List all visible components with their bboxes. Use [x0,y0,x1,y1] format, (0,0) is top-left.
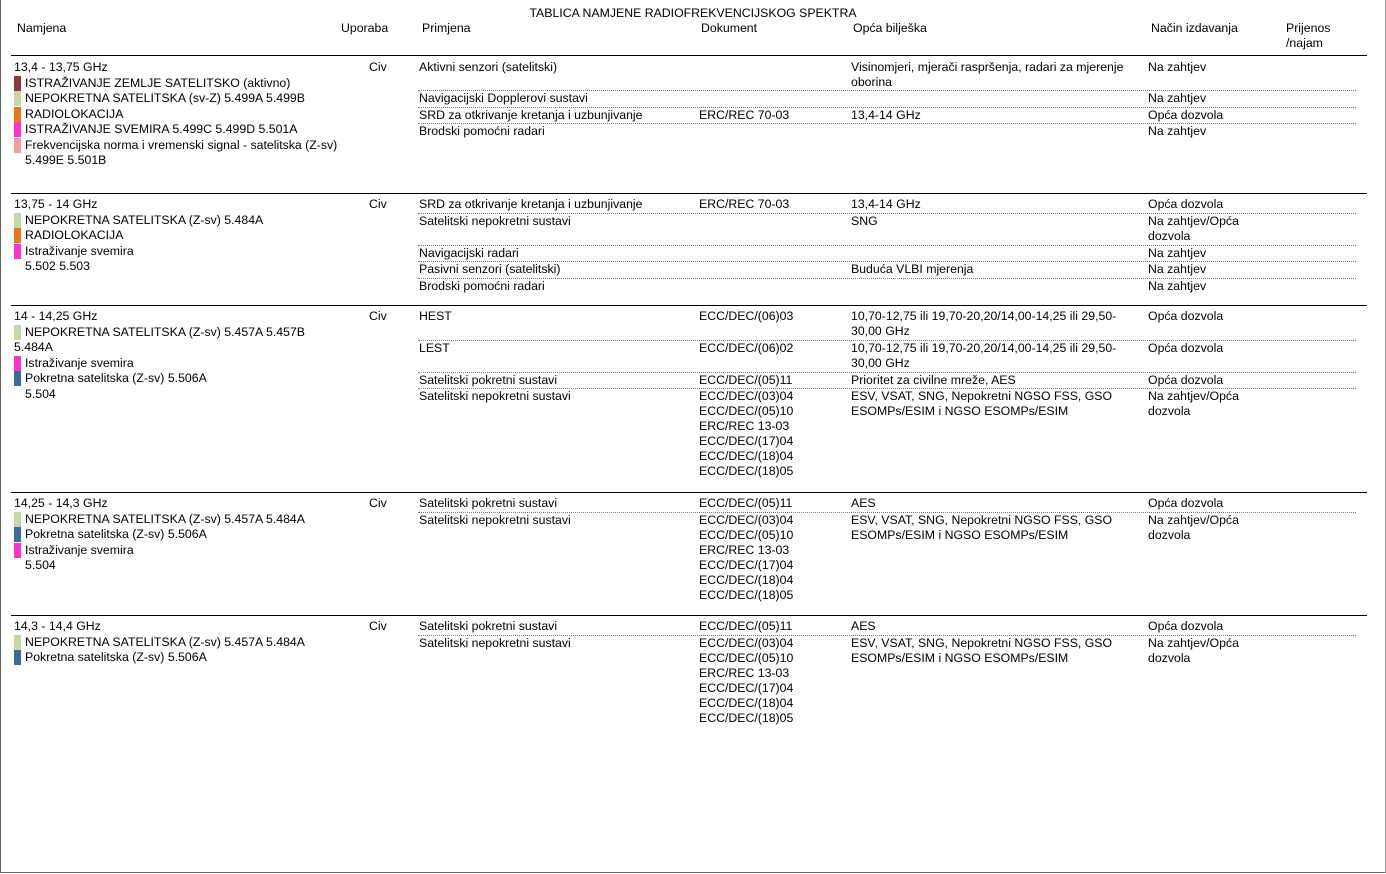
dokument-cell: ERC/REC 70-03 [699,108,790,122]
color-swatch [14,543,21,558]
service-allocation [14,325,344,356]
service-label: Istraživanje svemira [25,542,134,557]
primjena-cell: Pasivni senzori (satelitski) [419,262,561,276]
header-rule [11,55,1367,56]
band-footnotes: 5.504 [25,558,56,572]
primjena-cell: Brodski pomoćni radari [419,124,545,138]
service-allocation [14,635,344,651]
service-label: Istraživanje svemira [25,243,134,258]
color-swatch [14,325,21,340]
primjena-cell: Satelitski nepokretni sustavi [419,214,571,228]
service-allocation [14,650,344,666]
primjena-cell: Aktivni senzori (satelitski) [419,60,558,74]
biljeska-cell: ESV, VSAT, SNG, Nepokretni NGSO FSS, GSO ESOMPs/ESIM i NGSO ESOMPs/ESIM [851,636,1113,665]
service-label: Pokretna satelitska (Z-sv) 5.506A [25,527,207,541]
nacin-cell: Opća dozvola [1148,496,1224,510]
uporaba-cell: Civ [369,197,387,211]
primjena-cell: HEST [419,309,452,323]
header-primjena: Primjena [422,21,471,35]
table-row [418,373,1356,389]
color-swatch [14,213,21,228]
primjena-cell: Satelitski nepokretni sustavi [419,389,571,403]
table-row [418,496,1356,513]
color-swatch [14,76,21,91]
nacin-cell: Na zahtjev [1148,91,1207,105]
nacin-cell: Opća dozvola [1148,341,1224,355]
nacin-cell: Opća dozvola [1148,197,1224,211]
color-swatch [14,512,21,527]
band-footnotes: 5.499E 5.501B [25,153,107,167]
dokument-cell: ERC/REC 70-03 [699,197,790,211]
service-label: NEPOKRETNA SATELITSKA (Z-sv) 5.457A 5.484A [25,511,305,526]
table-row [418,214,1356,246]
table-row [418,262,1356,279]
nacin-cell: Na zahtjev [1148,60,1207,74]
primjena-cell: Satelitski pokretni sustavi [419,619,558,633]
service-label: RADIOLOKACIJA [25,228,124,242]
nacin-cell: Na zahtjev [1148,246,1207,260]
nacin-cell: Na zahtjev/Opća dozvola [1148,513,1239,542]
service-allocation [14,543,344,559]
service-label: NEPOKRETNA SATELITSKA (Z-sv) 5.457A 5.484A [25,634,305,649]
service-allocation [14,122,344,138]
service-allocation [14,107,344,123]
document-title: TABLICA NAMJENE RADIOFREKVENCIJSKOG SPEKTRA [529,6,857,20]
table-row [418,108,1356,124]
biljeska-cell: 13,4-14 GHz [851,197,921,211]
table-row [418,309,1356,341]
primjena-cell: Satelitski pokretni sustavi [419,373,558,387]
dokument-cell: ECC/DEC/(03)04 ECC/DEC/(05)10 ERC/REC 13-03 ECC/DEC/(17)04 ECC/DEC/(18)04 ECC/DEC/(18)05 [699,513,794,602]
table-row [418,513,1356,602]
dokument-cell: ECC/DEC/(05)11 [699,496,793,510]
biljeska-cell: AES [851,619,876,633]
primjena-cell: LEST [419,341,450,355]
section-rule [11,305,1367,306]
color-swatch [14,527,21,542]
biljeska-cell: ESV, VSAT, SNG, Nepokretni NGSO FSS, GSO ESOMPs/ESIM i NGSO ESOMPs/ESIM [851,389,1113,418]
table-row [418,124,1356,138]
service-allocation [14,76,344,92]
section-rule [11,615,1367,616]
color-swatch [14,371,21,386]
band-range: 14 - 14,25 GHz [14,309,98,323]
primjena-cell: Satelitski pokretni sustavi [419,496,558,510]
color-swatch [14,356,21,371]
table-row [418,619,1356,636]
nacin-cell: Opća dozvola [1148,309,1224,323]
table-row [418,246,1356,262]
band-footnotes: 5.502 5.503 [25,259,90,273]
band-cell [14,309,344,402]
nacin-cell: Na zahtjev [1148,279,1207,293]
service-label: ISTRAŽIVANJE SVEMIRA 5.499C 5.499D 5.501A [25,122,298,136]
dokument-cell: ECC/DEC/(06)02 [699,341,794,355]
service-label: Frekvencijska norma i vremenski signal - satelitska (Z-sv) [25,137,338,152]
band-footnotes: 5.504 [25,386,56,401]
service-label: Istraživanje svemira [25,355,134,370]
primjena-cell: SRD za otkrivanje kretanja i uzbunjivanje [419,108,643,122]
band-range: 13,75 - 14 GHz [14,197,98,211]
band-cell [14,60,344,169]
band-cell [14,496,344,574]
band-cell [14,197,344,275]
service-label: NEPOKRETNA SATELITSKA (Z-sv) 5.484A [25,212,264,227]
table-row [418,279,1356,293]
biljeska-cell: ESV, VSAT, SNG, Nepokretni NGSO FSS, GSO ESOMPs/ESIM i NGSO ESOMPs/ESIM [851,513,1113,542]
nacin-cell: Opća dozvola [1148,619,1224,633]
section-rule [11,492,1367,493]
dokument-cell: ECC/DEC/(03)04 ECC/DEC/(05)10 ERC/REC 13-03 ECC/DEC/(17)04 ECC/DEC/(18)04 ECC/DEC/(18)05 [699,389,794,478]
primjena-cell: Satelitski nepokretni sustavi [419,636,571,650]
table-row [418,341,1356,373]
service-label: NEPOKRETNA SATELITSKA (Z-sv) 5.457A 5.457B 5.484A [14,324,305,354]
header-biljeska: Opća bilješka [853,21,927,35]
table-row [418,636,1356,725]
header-dokument: Dokument [701,21,758,35]
primjena-cell: Navigacijski radari [419,246,519,260]
nacin-cell: Na zahtjev/Opća dozvola [1148,389,1239,418]
service-allocation [14,371,344,387]
primjena-cell: Satelitski nepokretni sustavi [419,513,571,527]
dokument-cell: ECC/DEC/(06)03 [699,309,794,323]
table-row [418,91,1356,108]
biljeska-cell: 13,4-14 GHz [851,108,921,122]
color-swatch [14,228,21,243]
service-allocation [14,527,344,543]
uporaba-cell: Civ [369,309,387,323]
service-label: Pokretna satelitska (Z-sv) 5.506A [25,371,207,385]
primjena-cell: Brodski pomoćni radari [419,279,545,293]
color-swatch [14,244,21,259]
service-label: NEPOKRETNA SATELITSKA (sv-Z) 5.499A 5.499B [25,91,305,105]
band-range: 14,3 - 14,4 GHz [14,619,101,633]
header-prijenos-line1: Prijenos [1286,21,1331,35]
service-allocation [14,244,344,260]
header-namjena: Namjena [17,21,67,35]
service-label: ISTRAŽIVANJE ZEMLJE SATELITSKO (aktivno) [25,75,291,90]
nacin-cell: Na zahtjev/Opća dozvola [1148,636,1239,665]
biljeska-cell: AES [851,496,876,510]
service-label: Pokretna satelitska (Z-sv) 5.506A [25,650,207,664]
dokument-cell: ECC/DEC/(03)04 ECC/DEC/(05)10 ERC/REC 13-03 ECC/DEC/(17)04 ECC/DEC/(18)04 ECC/DEC/(18)05 [699,636,794,725]
nacin-cell: Opća dozvola [1148,108,1224,122]
nacin-cell: Na zahtjev [1148,262,1207,276]
band-range: 13,4 - 13,75 GHz [14,60,108,74]
uporaba-cell: Civ [369,619,387,633]
color-swatch [14,138,21,153]
service-allocation [14,138,344,154]
band-range: 14,25 - 14,3 GHz [14,496,108,510]
biljeska-cell: 10,70-12,75 ili 19,70-20,20/14,00-14,25 ili 29,50-30,00 GHz [851,309,1117,338]
color-swatch [14,91,21,106]
table-row [418,389,1356,478]
primjena-cell: SRD za otkrivanje kretanja i uzbunjivanje [419,197,643,211]
color-swatch [14,650,21,665]
header-uporaba: Uporaba [341,21,389,35]
nacin-cell: Na zahtjev/Opća dozvola [1148,214,1239,243]
color-swatch [14,635,21,650]
biljeska-cell: 10,70-12,75 ili 19,70-20,20/14,00-14,25 ili 29,50-30,00 GHz [851,341,1117,370]
service-allocation [14,228,344,244]
biljeska-cell: Buduća VLBI mjerenja [851,262,974,276]
header-prijenos [1286,21,1330,51]
section-rule [11,193,1367,194]
dokument-cell: ECC/DEC/(05)11 [699,373,793,387]
header-prijenos-line2: /najam [1286,36,1323,50]
color-swatch [14,107,21,122]
biljeska-cell: SNG [851,214,878,228]
color-swatch [14,122,21,137]
service-allocation [14,512,344,528]
header-nacin: Način izdavanja [1151,21,1238,35]
biljeska-cell: Visinomjeri, mjerači raspršenja, radari za mjerenje oborina [851,60,1124,89]
biljeska-cell: Prioritet za civilne mreže, AES [851,373,1016,387]
uporaba-cell: Civ [369,60,387,74]
dokument-cell: ECC/DEC/(05)11 [699,619,793,633]
service-allocation [14,356,344,372]
nacin-cell: Na zahtjev [1148,124,1207,138]
band-cell [14,619,344,666]
table-row [418,197,1356,214]
nacin-cell: Opća dozvola [1148,373,1224,387]
table-row [418,60,1356,91]
uporaba-cell: Civ [369,496,387,510]
primjena-cell: Navigacijski Dopplerovi sustavi [419,91,588,105]
service-label: RADIOLOKACIJA [25,106,124,121]
service-allocation [14,213,344,229]
service-allocation [14,91,344,107]
